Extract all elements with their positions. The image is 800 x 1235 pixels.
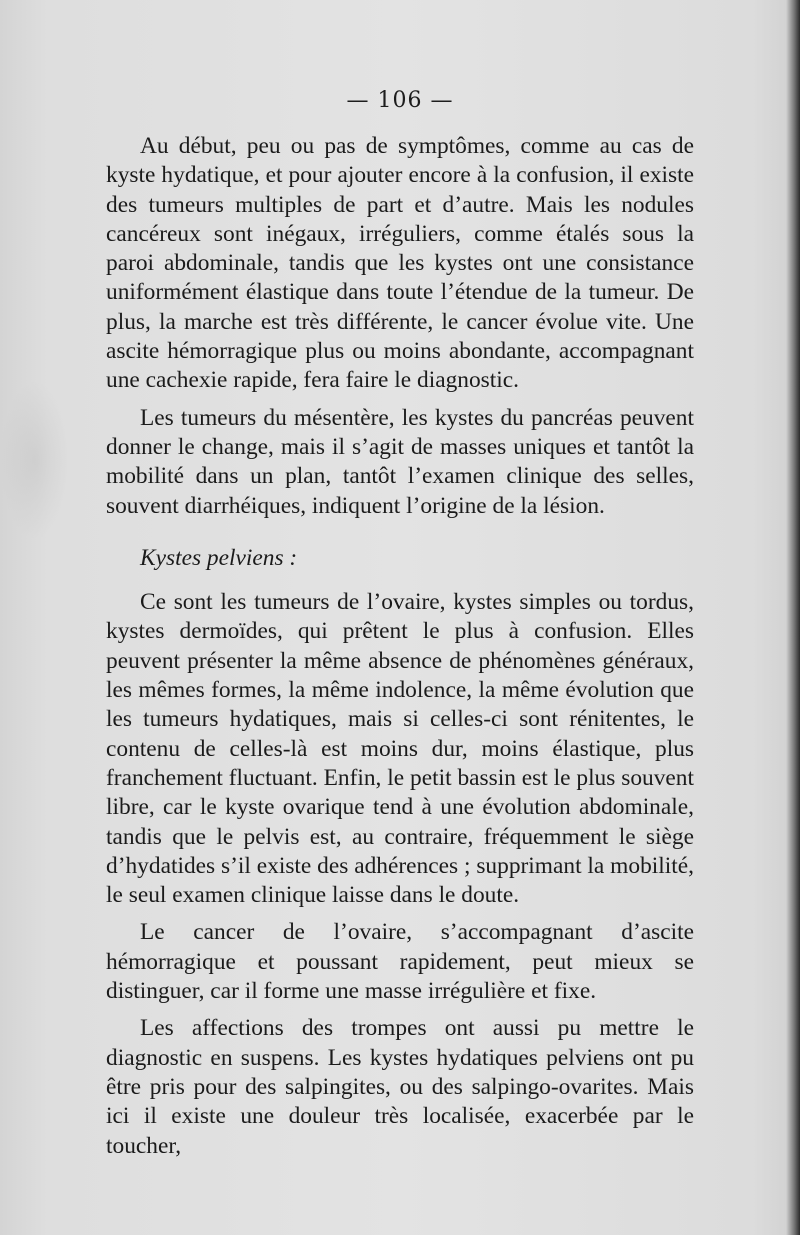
- page-edge-shadow: [786, 0, 800, 1235]
- paragraph-mesentery-tumors: Les tumeurs du mésentère, les kystes du pancréas peuvent donner le change, mais il s’agit de masses uniques et tantôt la mobilité dans un plan, tantôt l’examen clinique des selles, souvent diarrhéiques, indiquent l’origine de la lésion.: [106, 404, 694, 519]
- paragraph-tube-affections: Les affections des trompes ont aussi pu mettre le diagnostic en suspens. Les kystes hydatiques pelviens ont pu être pris pour des salpingites, ou des salpingo-ovarites. Mais ici il existe une douleur très localisée, exacerbée par le toucher,: [106, 1015, 694, 1159]
- paragraph-ovary-tumors: Ce sont les tumeurs de l’ovaire, kystes simples ou tordus, kystes dermoïdes, qui prêtent le plus à confusion. Elles peuvent présenter la même absence de phénomènes généraux, les mêmes formes, la même indolence, la même évolution que les tumeurs hydatiques, mais si celles-ci sont rénitentes, le contenu de celles-là est moins dur, moins élastique, plus franchement fluctuant. Enfin, le petit bassin est le plus souvent libre, car le kyste ovarique tend à une évolution abdominale, tandis que le pelvis est, au contraire, fréquemment le siège d’hydatides s’il existe des adhérences ; supprimant la mobilité, le seul examen clinique laisse dans le doute.: [106, 589, 694, 909]
- bleed-through-stain: [0, 380, 70, 540]
- body-text: [106, 132, 694, 1161]
- section-heading-kystes-pelviens: Kystes pelviens :: [140, 544, 298, 571]
- paragraph-ovary-cancer: Le cancer de l’ovaire, s’accompagnant d’ascite hémorragique et poussant rapidement, peut mieux se distinguer, car il forme une masse irrégulière et fixe.: [106, 919, 694, 1005]
- page-number: — 106 —: [346, 88, 454, 113]
- paragraph-cancer-nodules: Au début, peu ou pas de symptômes, comme au cas de kyste hydatique, et pour ajouter encore à la confusion, il existe des tumeurs multiples de part et d’autre. Mais les nodules cancéreux sont inégaux, irréguliers, comme étalés sous la paroi abdominale, tandis que les kystes ont une consistance uniformément élastique dans toute l’étendue de la tumeur. De plus, la marche est très différente, le cancer évolue vite. Une ascite hémorragique plus ou moins abondante, accompagnant une cachexie rapide, fera faire le diagnostic.: [106, 133, 694, 394]
